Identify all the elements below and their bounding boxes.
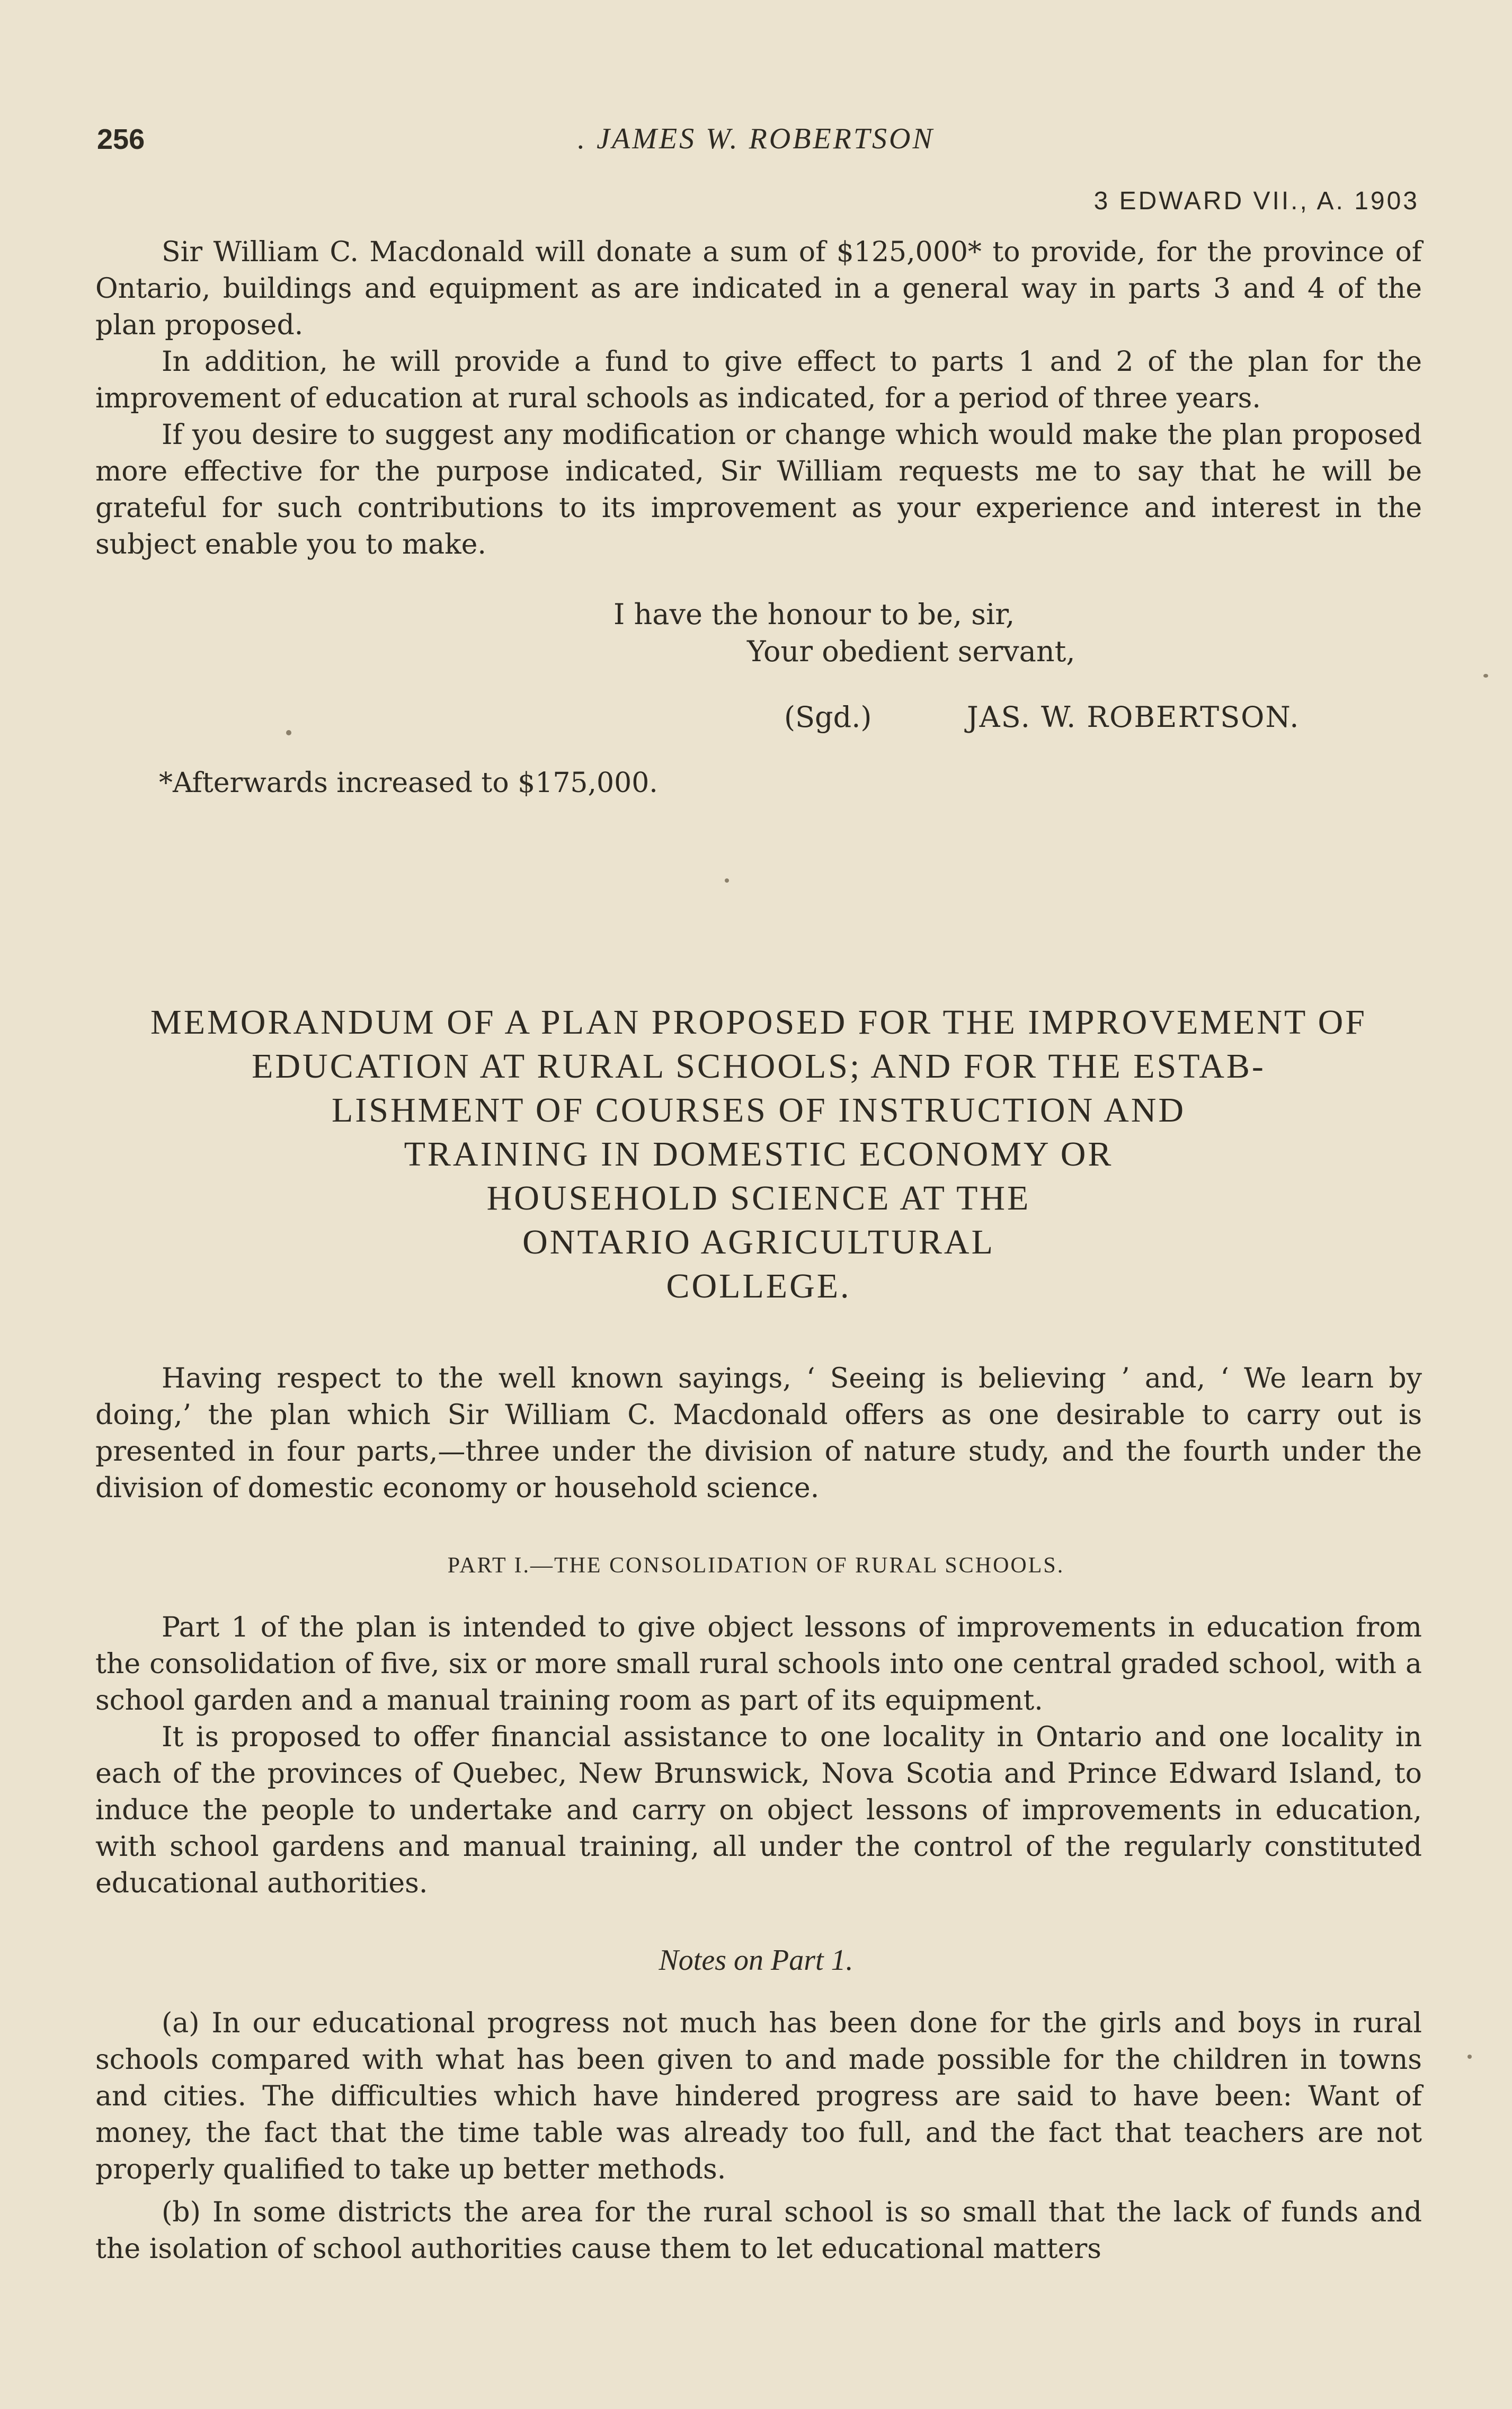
page-number: 256	[97, 123, 145, 155]
signed-prefix: (Sgd.)	[784, 700, 872, 734]
part1-paragraph: It is proposed to offer financial assistance to one locality in Ontario and one locality in each of the provinces of Quebec, New Brunswick, Nova Scotia and Prince Edward Island, to induce the people to undertake and carry on object lessons of improvements in education, with school gardens and manual training, all under the control of the regularly constituted educational authorities.	[95, 1721, 1422, 1899]
title-line: MEMORANDUM OF A PLAN PROPOSED FOR THE IMPROVEMENT OF	[150, 1003, 1367, 1042]
title-line: EDUCATION AT RURAL SCHOOLS; AND FOR THE ESTAB-	[252, 1047, 1266, 1086]
running-head: . JAMES W. ROBERTSON	[577, 122, 935, 155]
footnote: *Afterwards increased to $175,000.	[159, 767, 658, 799]
title-line: COLLEGE.	[666, 1267, 851, 1305]
intro-paragraph: Having respect to the well known sayings, ‘ Seeing is believing ’ and, ‘ We learn by doing,’ the plan which Sir William C. Macdonald offers as one desirable to carry out is presented in four parts,—three under the division of nature study, and the fourth under the division of domestic economy or household science.	[95, 1363, 1422, 1504]
letter-paragraph: Sir William C. Macdonald will donate a sum of $125,000* to provide, for the province of Ontario, buildings and equipment as are indicated in a general way in parts 3 and 4 of the plan proposed.	[95, 236, 1422, 341]
signature: JAS. W. ROBERTSON.	[967, 700, 1300, 734]
memorandum-intro	[95, 1361, 1422, 1507]
paper-speck	[286, 730, 291, 735]
session-label: 3 EDWARD VII., A. 1903	[1093, 187, 1419, 215]
title-line: HOUSEHOLD SCIENCE AT THE	[486, 1179, 1031, 1217]
part-heading: PART I.—THE CONSOLIDATION OF RURAL SCHOOLS.	[447, 1553, 1065, 1578]
title-line: ONTARIO AGRICULTURAL	[522, 1223, 995, 1261]
part1-paragraph: Part 1 of the plan is intended to give object lessons of improvements in education from the consolidation of five, six or more small rural schools into one central graded school, with a school garden and a manual training room as part of its equipment.	[95, 1612, 1422, 1717]
memorandum-title	[95, 1000, 1422, 1308]
title-line: TRAINING IN DOMESTIC ECONOMY OR	[404, 1135, 1114, 1174]
paper-speck	[1483, 674, 1488, 678]
paper-speck	[725, 878, 729, 883]
notes-body	[95, 2005, 1422, 2268]
notes-heading: Notes on Part 1.	[659, 1944, 853, 1977]
letter-body	[95, 234, 1422, 563]
paper-speck	[1467, 2055, 1472, 2059]
note-paragraph: (b) In some districts the area for the rural school is so small that the lack of funds and the isolation of school authorities cause them to let educational matters	[95, 2197, 1422, 2265]
title-line: LISHMENT OF COURSES OF INSTRUCTION AND	[331, 1091, 1186, 1130]
letter-paragraph: If you desire to suggest any modification or change which would make the plan proposed more effective for the purpose indicated, Sir William requests me to say that he will be grateful for such contributions to its improvement as your experience and interest in the subject enable you to make.	[95, 419, 1422, 561]
letter-paragraph: In addition, he will provide a fund to give effect to parts 1 and 2 of the plan for the improvement of education at rural schools as indicated, for a period of three years.	[95, 346, 1422, 414]
closing-line: I have the honour to be, sir,	[613, 598, 1015, 631]
part1-body	[95, 1610, 1422, 1902]
note-paragraph: (a) In our educational progress not much has been done for the girls and boys in rural schools compared with what has been given to and made possible for the children in towns and cities. The difficulties which have hindered progress are said to have been: Want of money, the fact that the time table was already too full, and the fact that teachers are not properly qualified to take up better methods.	[95, 2007, 1422, 2185]
closing-line: Your obedient servant,	[747, 635, 1075, 668]
